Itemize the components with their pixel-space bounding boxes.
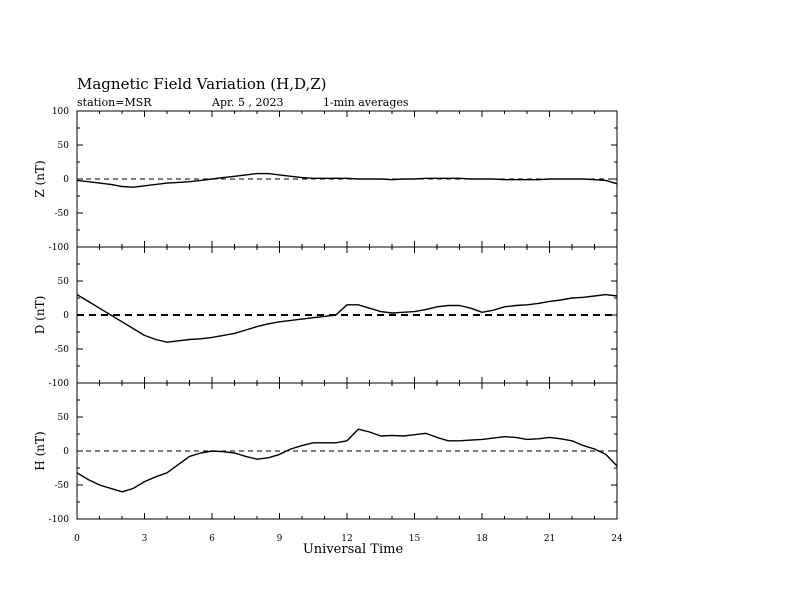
y-tick-label: 0	[63, 311, 69, 321]
y-tick-label: 0	[63, 175, 69, 185]
panel-h	[33, 383, 623, 544]
y-tick-label: 50	[57, 413, 69, 423]
panel-z	[33, 107, 617, 253]
y-tick-label: 100	[51, 107, 69, 117]
y-tick-label: 50	[57, 277, 69, 287]
panel-d-trace	[77, 295, 617, 343]
averaging-label: 1-min averages	[323, 96, 409, 109]
x-tick-label: 6	[209, 534, 215, 544]
x-tick-label: 0	[74, 534, 80, 544]
y-tick-label: 0	[63, 447, 69, 457]
y-tick-label: -100	[48, 379, 69, 389]
x-tick-label: 9	[276, 534, 283, 544]
y-tick-label: -100	[48, 515, 69, 525]
station-label: station=MSR	[77, 96, 152, 109]
y-tick-label: -50	[54, 481, 69, 491]
y-tick-label: -100	[48, 243, 69, 253]
date-label: Apr. 5 , 2023	[212, 96, 284, 109]
panel-z-trace	[77, 174, 617, 188]
x-tick-label: 12	[341, 534, 353, 544]
x-axis-label: Universal Time	[302, 542, 404, 557]
x-tick-label: 3	[141, 534, 148, 544]
panel-h-ylabel: H (nT)	[33, 431, 47, 471]
chart-title: Magnetic Field Variation (H,D,Z)	[77, 75, 327, 93]
panel-d-ylabel: D (nT)	[33, 295, 47, 335]
y-tick-label: 50	[57, 141, 69, 151]
x-tick-label: 15	[408, 534, 421, 544]
panel-h-trace	[77, 429, 617, 492]
panel-z-ylabel: Z (nT)	[33, 160, 47, 198]
x-tick-label: 21	[543, 534, 556, 544]
x-tick-label: 18	[476, 534, 488, 544]
x-tick-label: 24	[611, 534, 623, 544]
y-tick-label: -50	[54, 209, 69, 219]
panel-d	[33, 247, 617, 389]
y-tick-label: -50	[54, 345, 69, 355]
